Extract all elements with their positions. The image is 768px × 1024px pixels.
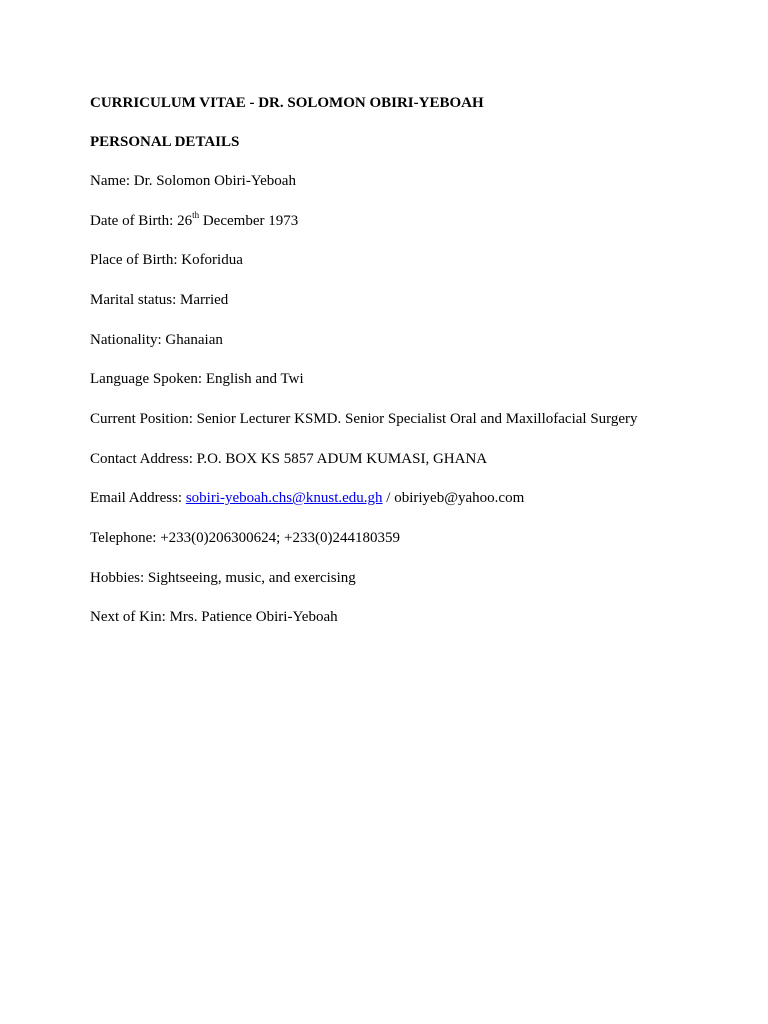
language-row [90, 370, 304, 388]
name-label: Name: [90, 173, 130, 189]
contact-address-row [90, 450, 487, 468]
telephone-value: +233(0)206300624; +233(0)244180359 [160, 530, 401, 546]
next-of-kin-label: Next of Kin: [90, 609, 166, 625]
dob-label: Date of Birth: [90, 213, 174, 229]
email-row [90, 489, 524, 507]
nationality-row [90, 331, 223, 349]
contact-address-label: Contact Address: [90, 451, 193, 467]
place-of-birth-label: Place of Birth: [90, 252, 178, 268]
nationality-value: Ghanaian [165, 332, 223, 348]
email-link[interactable]: sobiri-yeboah.chs@knust.edu.gh [185, 490, 383, 506]
dob-row [90, 212, 298, 230]
current-position-label: Current Position: [90, 411, 193, 427]
contact-address-value: P.O. BOX KS 5857 ADUM KUMASI, GHANA [196, 451, 488, 467]
hobbies-label: Hobbies: [90, 570, 145, 586]
document-title: CURRICULUM VITAE - DR. SOLOMON OBIRI-YEBOAH [90, 95, 484, 111]
dob-suffix: th [192, 210, 200, 220]
dob-day: 26 [177, 213, 193, 229]
place-of-birth-row [90, 251, 243, 269]
marital-status-value: Married [180, 292, 229, 308]
place-of-birth-value: Koforidua [181, 252, 243, 268]
hobbies-row [90, 569, 356, 587]
language-label: Language Spoken: [90, 371, 203, 387]
email-separator: / [386, 490, 391, 506]
current-position-row [90, 410, 638, 428]
section-heading-personal-details: PERSONAL DETAILS [90, 134, 240, 150]
dob-rest: December 1973 [202, 213, 299, 229]
marital-status-row [90, 291, 228, 309]
telephone-label: Telephone: [90, 530, 157, 546]
next-of-kin-value: Mrs. Patience Obiri-Yeboah [169, 609, 338, 625]
marital-status-label: Marital status: [90, 292, 177, 308]
next-of-kin-row [90, 608, 338, 626]
email-label: Email Address: [90, 490, 183, 506]
name-row [90, 172, 296, 190]
current-position-value: Senior Lecturer KSMD. Senior Specialist Oral and Maxillofacial Surgery [196, 411, 638, 427]
telephone-row [90, 529, 400, 547]
hobbies-value: Sightseeing, music, and exercising [147, 570, 356, 586]
name-value: Dr. Solomon Obiri-Yeboah [133, 173, 296, 189]
nationality-label: Nationality: [90, 332, 162, 348]
email-alt: obiriyeb@yahoo.com [394, 490, 525, 506]
language-value: English and Twi [205, 371, 304, 387]
